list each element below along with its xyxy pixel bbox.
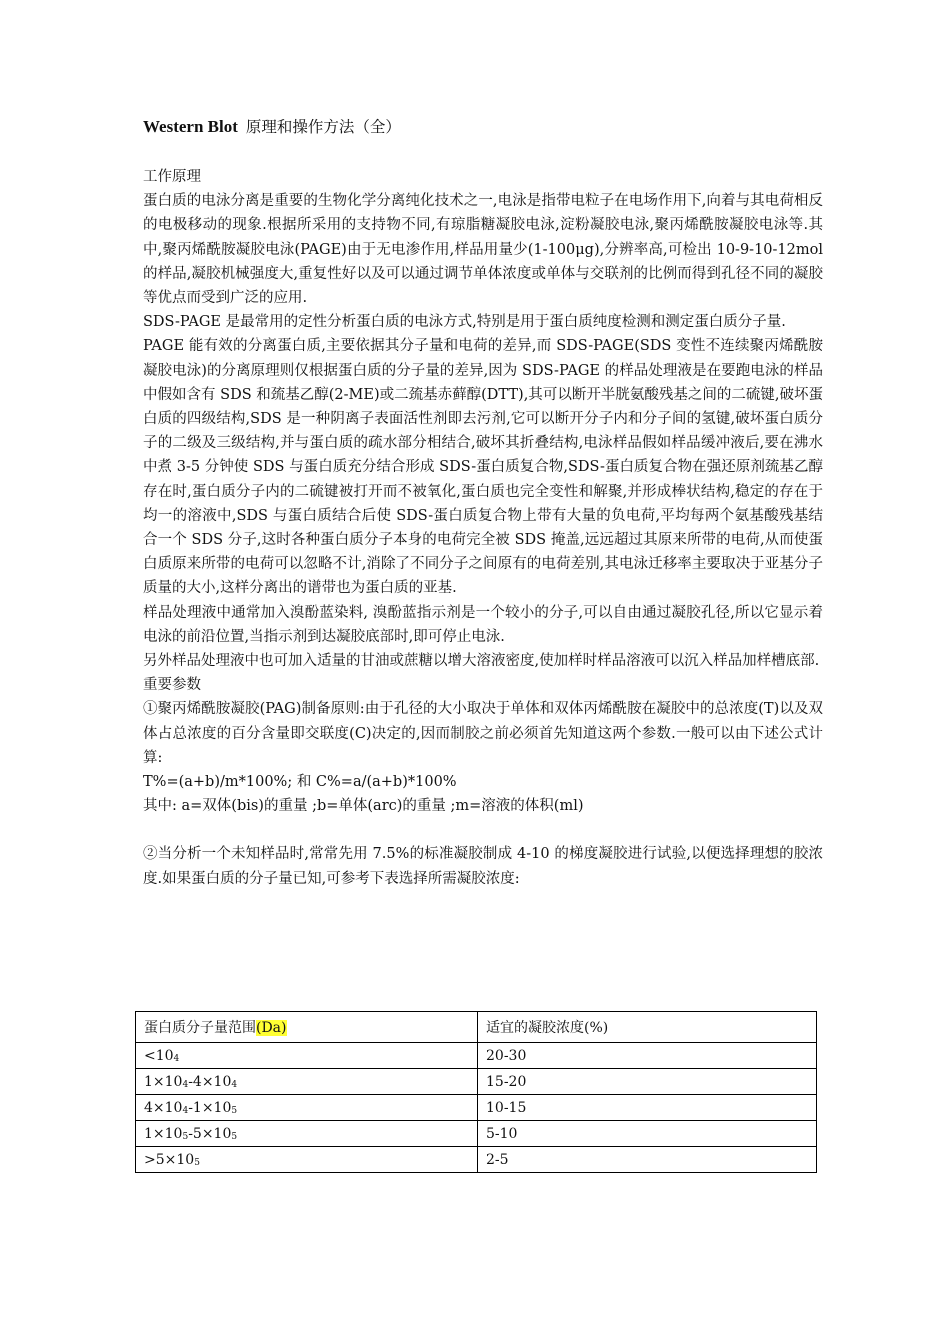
header-mw-range-label: 蛋白质分子量范围 [144,1020,256,1036]
paragraph-sds-page: SDS-PAGE 是最常用的定性分析蛋白质的电泳方式,特别是用于蛋白质纯度检测和测定蛋白质分子量. [143,314,786,331]
table-row [136,1043,817,1069]
blank-line [143,818,823,842]
cell-gel-concentration: 20-30 [478,1043,817,1069]
cell-mw-range: $<10^4$ [136,1043,478,1069]
paragraph-bromophenol-blue: 样品处理液中通常加入溴酚蓝染料, 溴酚蓝指示剂是一个较小的分子,可以自由通过凝胶孔径,所以它显示着电泳的前沿位置,当指示剂到达凝胶底部时,即可停止电泳. [143,604,823,645]
formula-line: T%=(a+b)/m*100%; 和 C%=a/(a+b)*100% [143,774,457,791]
paragraph-page-separation: PAGE 能有效的分离蛋白质,主要依据其分子量和电荷的差异,而 SDS-PAGE(SDS 变性不连续聚丙烯酰胺凝胶电泳)的分离原理则仅根据蛋白质的分子量的差异,因为 SDS-PAGE 的样品处理液是在要跑电泳的样品中假如含有 SDS 和巯基乙醇(2-ME)或二巯基赤藓醇(DTT),其可以断开半胱氨酸残基之间的二硫键,破坏蛋白质的四级结构,SDS 是一种阴离子表面活性剂即去污剂,它可以断开分子内和分子间的氢键,破坏蛋白质分子的二级及三级结构,并与蛋白质的疏水部分相结合,破坏其折叠结构,电泳样品假如样品缓冲液后,要在沸水中煮 3-5 分钟使 SDS 与蛋白质充分结合形成 SDS-蛋白质复合物,SDS-蛋白质复合物在强还原剂巯基乙醇存在时,蛋白质分子内的二硫键被打开而不被氧化,蛋白质也完全变性和解聚,并形成棒状结构,稳定的存在于均一的溶液中,SDS 与蛋白质结合后使 SDS-蛋白质复合物上带有大量的负电荷,平均每两个氨基酸残基结合一个 SDS 分子,这时各种蛋白质分子本身的电荷完全被 SDS 掩盖,远远超过其原来所带的电荷,从而使蛋白质原来所带的电荷可以忽略不计,消除了不同分子之间原有的电荷差别,其电泳迁移率主要取决于亚基分子质量的大小,这样分离出的谱带也为蛋白质的亚基. [143,338,823,597]
section-heading-principle: 工作原理 [143,169,201,185]
table-header-row [136,1012,817,1043]
paragraph-electrophoresis-intro: 蛋白质的电泳分离是重要的生物化学分离纯化技术之一,电泳是指带电粒子在电场作用下,向着与其电荷相反的电极移动的现象.根据所采用的支持物不同,有琼脂糖凝胶电泳,淀粉凝胶电泳,聚丙烯酰胺凝胶电泳等.其中,聚丙烯酰胺凝胶电泳(PAGE)由于无电渗作用,样品用量少(1-100μg),分辨率高,可检出 10-9-10-12mol 的样品,凝胶机械强度大,重复性好以及可以通过调节单体浓度或单体与交联剂的比例而得到孔径不同的凝胶等优点而受到广泛的应用. [143,193,823,307]
table-row [136,1121,817,1147]
table-row [136,1069,817,1095]
cell-mw-range: $>5\times 10^5$ [136,1147,478,1173]
cell-mw-range: $4\times 10^4-1\times 10^5$ [136,1095,478,1121]
cell-mw-range: $1\times 10^4-4\times 10^4$ [136,1069,478,1095]
paragraph-gradient-gel: ②当分析一个未知样品时,常常先用 7.5%的标准凝胶制成 4-10 的梯度凝胶进行试验,以便选择理想的胶浓度.如果蛋白质的分子量已知,可参考下表选择所需凝胶浓度: [143,846,823,887]
document-title [143,114,823,140]
cell-gel-concentration: 5-10 [478,1121,817,1147]
cell-gel-concentration: 2-5 [478,1147,817,1173]
title-english: Western Blot [143,117,238,136]
table-row [136,1147,817,1173]
section-heading-parameters: 重要参数 [143,677,201,694]
header-gel-concentration: 适宜的凝胶浓度(%) [478,1012,817,1043]
table-body [136,1043,817,1173]
header-unit-highlight: (Da) [256,1020,287,1036]
paragraph-glycerol-sucrose: 另外样品处理液中也可加入适量的甘油或蔗糖以增大溶液密度,使加样时样品溶液可以沉入样品加样槽底部. [143,653,820,670]
formula-legend: 其中: a=双体(bis)的重量 ;b=单体(arc)的重量 ;m=溶液的体积(ml) [143,798,584,815]
gel-concentration-table [135,1011,817,1173]
cell-gel-concentration: 10-15 [478,1095,817,1121]
table-row [136,1095,817,1121]
title-chinese: 原理和操作方法（全） [245,118,401,136]
document-body [143,165,823,891]
cell-mw-range: $1\times 10^5-5\times 10^5$ [136,1121,478,1147]
cell-gel-concentration: 15-20 [478,1069,817,1095]
header-mw-range [136,1012,478,1043]
paragraph-pag-principle: ①聚丙烯酰胺凝胶(PAG)制备原则:由于孔径的大小取决于单体和双体丙烯酰胺在凝胶中的总浓度(T)以及双体占总浓度的百分含量即交联度(C)决定的,因而制胶之前必须首先知道这两个参数.一般可以由下述公式计算: [143,701,823,766]
